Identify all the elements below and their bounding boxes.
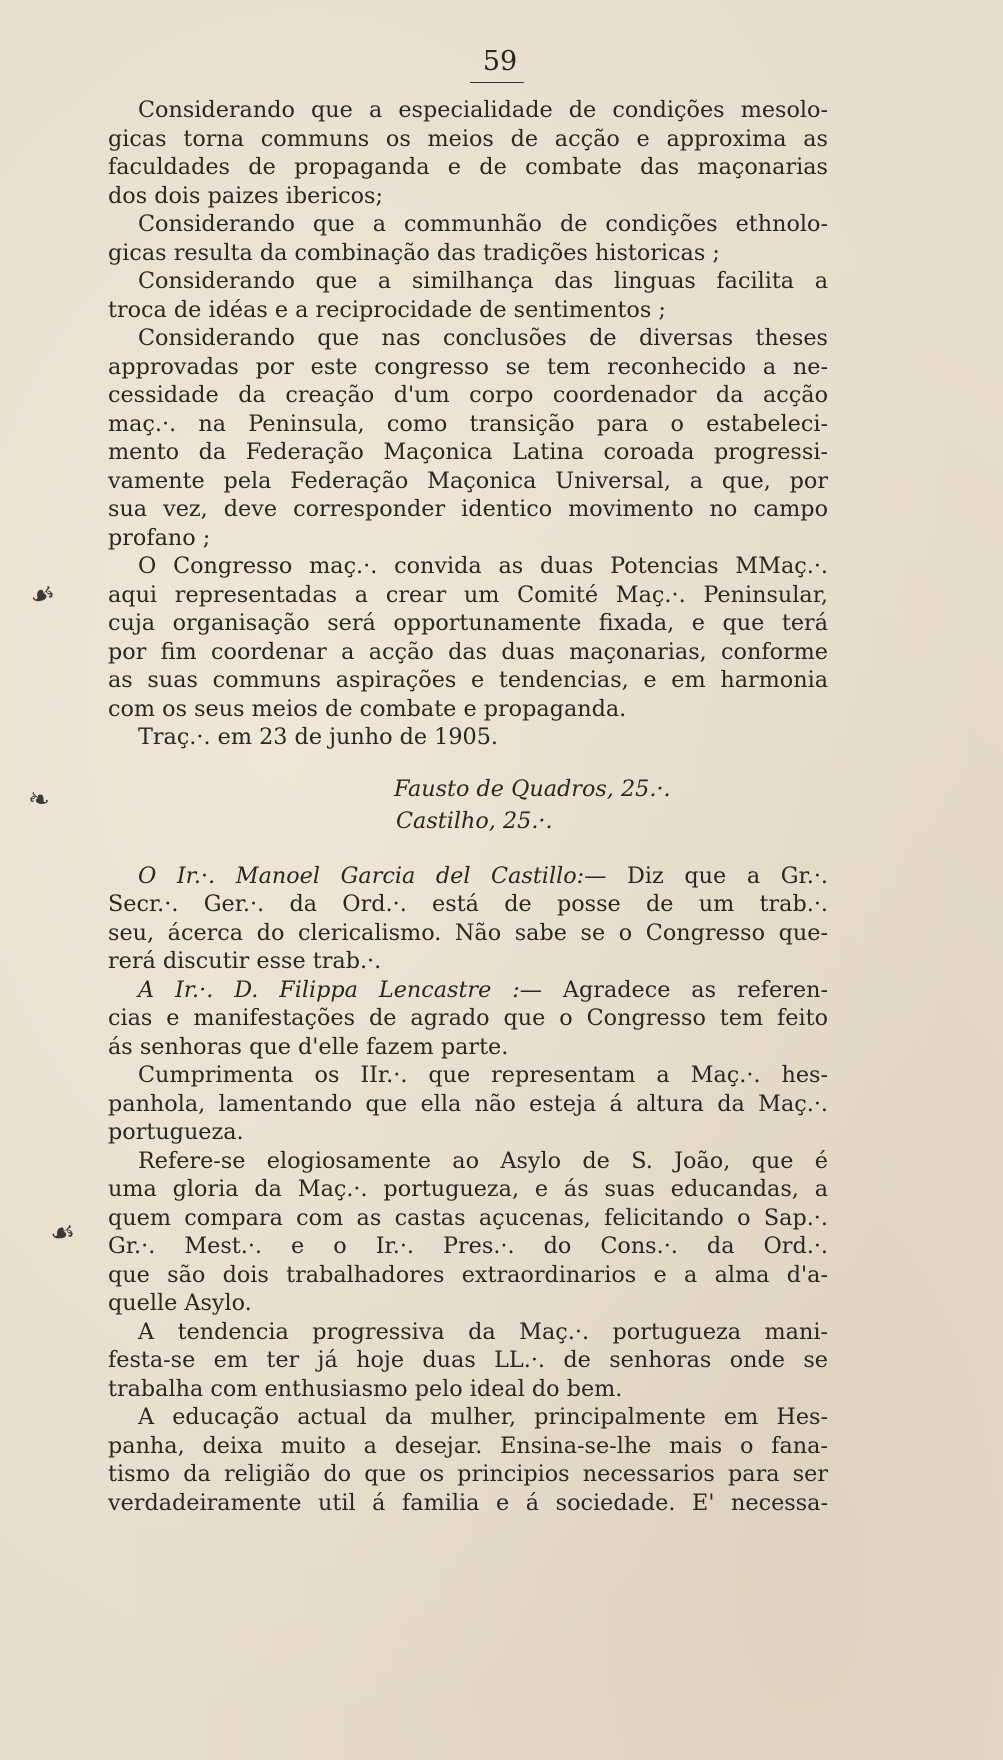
speech-intro-line (108, 862, 828, 891)
text-line: verdadeiramente util á familia e á sociedade. E' necessa- (108, 1489, 828, 1516)
text-line: cias e manifestações de agrado que o Congresso tem feito (108, 1005, 828, 1031)
signature-fausto: Fausto de Quadros, 25.·. (394, 775, 671, 802)
text-line: Secr.·. Ger.·. da Ord.·. está de posse de um trab.·. (108, 891, 828, 917)
text-line: rerá discutir esse trab.·. (108, 948, 382, 974)
text-line: Considerando que a similhança das linguas facilita a (138, 268, 828, 294)
text-line: faculdades de propaganda e de combate das maçonarias (108, 154, 828, 180)
spacer (108, 839, 828, 862)
text-line: A educação actual da mulher, principalmente em Hes- (138, 1404, 828, 1430)
text-line: Considerando que a especialidade de condições mesolo- (138, 97, 828, 123)
text-line: troca de idéas e a reciprocidade de sentimentos ; (108, 296, 666, 323)
text-line: gicas resulta da combinação das tradições historicas ; (108, 239, 720, 266)
text-line: tismo da religião do que os principios necessarios para ser (108, 1461, 828, 1487)
text-line: Considerando que a communhão de condições ethnolo- (138, 211, 828, 237)
text-line: Refere-se elogiosamente ao Asylo de S. João, que é (138, 1147, 828, 1174)
page-number-rule (470, 82, 524, 83)
text-line: approvadas por este congresso se tem reconhecido a ne- (108, 353, 828, 380)
speech-text: — Diz que a Gr.·. (584, 862, 829, 889)
text-line: quem compara com as castas açucenas, felicitando o Sap.·. (108, 1204, 828, 1231)
text-line: Cumprimenta os IIr.·. que representam a Maç.·. hes- (138, 1062, 828, 1088)
text-line: A tendencia progressiva da Maç.·. portugueza mani- (138, 1318, 828, 1345)
text-line: que são dois trabalhadores extraordinarios e a alma d'a- (108, 1261, 828, 1288)
page-number: 59 (482, 46, 518, 77)
speaker-name: A Ir.·. D. Filippa Lencastre : (138, 976, 520, 1003)
text-line: ás senhoras que d'elle fazem parte. (108, 1033, 509, 1060)
body-text (108, 96, 828, 1517)
text-line: maç.·. na Peninsula, como transição para o estabeleci- (108, 410, 828, 437)
text-line: com os seus meios de combate e propaganda. (108, 695, 627, 722)
text-line: as suas communs aspirações e tendencias, e em harmonia (108, 667, 828, 693)
text-line: portugueza. (108, 1119, 244, 1145)
text-line: Considerando que nas conclusões de diversas theses (138, 325, 828, 351)
text-line: sua vez, deve corresponder identico movimento no campo (108, 496, 828, 522)
margin-mark-2: ❧ (25, 783, 53, 817)
spacer (108, 752, 828, 775)
text-line: panhola, lamentando que ella não esteja á altura da Maç.·. (108, 1090, 828, 1117)
margin-mark-3: ☙ (47, 1214, 78, 1251)
text-line: trabalha com enthusiasmo pelo ideal do bem. (108, 1375, 623, 1402)
text-line: por fim coordenar a acção das duas maçonarias, conforme (108, 638, 828, 665)
text-line: vamente pela Federação Maçonica Universal, a que, por (108, 467, 828, 494)
text-line: mento da Federação Maçonica Latina coroada progressi- (108, 439, 828, 465)
speech-text: — Agradece as referen- (519, 976, 829, 1003)
text-line: Gr.·. Mest.·. e o Ir.·. Pres.·. do Cons.·. da Ord.·. (108, 1233, 828, 1259)
text-line: dos dois paizes ibericos; (108, 182, 384, 209)
text-line: aqui representadas a crear um Comité Maç.·. Peninsular, (108, 581, 828, 608)
speech-intro-line (108, 976, 828, 1005)
text-line: Traç.·. em 23 de junho de 1905. (138, 724, 498, 750)
text-line: panha, deixa muito a desejar. Ensina-se-lhe mais o fana- (108, 1432, 828, 1459)
signature-castilho: Castilho, 25.·. (396, 807, 553, 834)
text-line: O Congresso maç.·. convida as duas Potencias MMaç.·. (138, 553, 828, 579)
text-line: gicas torna communs os meios de acção e approxima as (108, 125, 828, 152)
text-line: quelle Asylo. (108, 1290, 252, 1316)
speaker-name: O Ir.·. Manoel Garcia del Castillo: (138, 862, 585, 889)
text-line: uma gloria da Maç.·. portugueza, e ás suas educandas, a (108, 1176, 828, 1202)
margin-mark-1: ☙ (25, 574, 60, 615)
text-line: festa-se em ter já hoje duas LL.·. de senhoras onde se (108, 1347, 828, 1373)
text-line: seu, ácerca do clericalismo. Não sabe se o Congresso que- (108, 919, 828, 946)
text-line: cuja organisação será opportunamente fixada, e que terá (108, 610, 828, 636)
text-line: profano ; (108, 524, 211, 551)
text-line: cessidade da creação d'um corpo coordenador da acção (108, 382, 828, 408)
